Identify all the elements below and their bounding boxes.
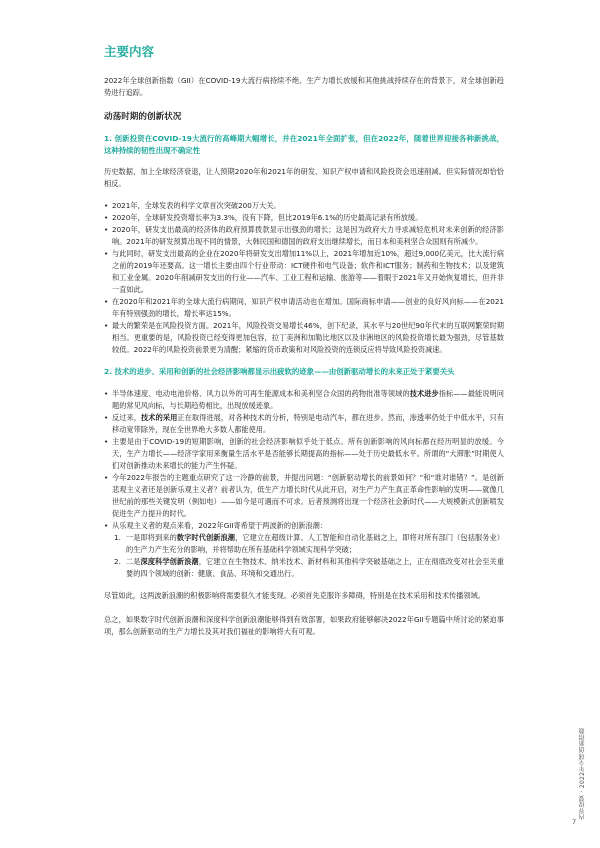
innovation-waves-list (112, 532, 504, 580)
page-number: 7 (572, 818, 577, 826)
list-item: • 今年2022年报告的主题重点研究了这一冷静的前景，并提出问题：“创新驱动增长的前景如何？”和“谁对谁错？”。是创新悲观主义者还是创新乐观主义者？前者认为，低生产力增长时代从此开启，对生产力产生真正革命性影响的发明——就像几世纪前的那些关键发明（例如电）——如今是可遇而不可求。后者预测将出现一个经济社会新时代——大规模新式创新喷发促进生产力提升的时代。 (104, 472, 504, 520)
section1-title: 动荡时期的创新状况 (104, 112, 182, 122)
running-side-label: 内容提要 · 2022年全球创新指数 (579, 727, 586, 820)
list-item: • 2021年，全球发表的科学文章首次突破200万大关。 (104, 200, 504, 212)
list-item: • 半导体速度、电动电池价格、风力以外的可再生能源成本和美利坚合众国的药物批准等领域的技术进步指标——最能说明问题的常见风向标，与长期趋势相比，出现放缓迹象。 (104, 388, 504, 412)
list-item: • 从乐观主义者的观点来看，2022年GII寄希望于两波新的创新浪潮： 1. 一是即将到来的数字时代创新浪潮，它建立在超级计算、人工智能和自动化基础之上，即将对所有部门（包括服务业）的生产力产生充分的影响，并将帮助在所有基础科学领域实现科学突破； 2. 二是深度科学创新浪潮，它建立在生物技术、纳米技术、新材料和其他科学突破基础之上，正在彻底改变对社会至关重要的四个领域的创新：健康、食品、环境和交通出行。 (104, 520, 504, 580)
section2-bullet-list (104, 388, 504, 580)
closing-paragraph-1: 尽管如此，这两波新浪潮的积极影响将需要很久才能变现。必须首先克服许多障碍，特别是在技术采用和技术传播领域。 (104, 590, 485, 600)
list-item: 1. 一是即将到来的数字时代创新浪潮，它建立在超级计算、人工智能和自动化基础之上，即将对所有部门（包括服务业）的生产力产生充分的影响，并将帮助在所有基础科学领域实现科学突破； (114, 532, 504, 554)
page-heading: 主要内容 (104, 44, 155, 59)
list-item: 2. 二是深度科学创新浪潮，它建立在生物技术、纳米技术、新材料和其他科学突破基础之上，正在彻底改变对社会至关重要的四个领域的创新：健康、食品、环境和交通出行。 (114, 556, 504, 578)
list-item: • 主要是由于COVID-19的短期影响，创新的社会经济影响似乎处于低点。所有创新影响的风向标都在经历明显的放缓。今天，生产力增长——经济学家用来衡量生活水平是否能够长期提高的指标——处于历史最低水平。所谓的“大滞胀”时期使人们对创新推动未来增长的能力产生怀疑。 (104, 436, 504, 472)
closing-paragraph-2: 总之，如果数字时代创新浪潮和深度科学创新浪潮能够得到有效部署，如果政府能够解决2022年GII专题篇中所讨论的紧迫事项，那么创新驱动的生产力增长及其对我们福祉的影响将大有可观。 (104, 614, 504, 636)
list-item: • 在2020年和2021年的全球大流行病期间，知识产权申请活动也在增加。国际商标申请——创业的良好风向标——在2021年有特别强劲的增长，增长率达15%。 (104, 296, 504, 320)
main-content (104, 44, 504, 638)
list-item: • 反过来，技术的采用正在取得进展，对各种技术的分析，特别是电动汽车，都在进步。然而，渗透率仍处于中低水平，只有移动宽带除外，现在全世界绝大多数人都能使用。 (104, 412, 504, 436)
point2-title: 2. 技术的进步、采用和创新的社会经济影响都显示出疲软的迹象——由创新驱动增长的未来正处于紧要关头 (104, 367, 455, 376)
list-item: • 与此同时，研发支出最高的企业在2020年将研发支出增加11%以上，2021年增加近10%，超过9,000亿美元，比大流行病之前的2019年还要高。这一增长主要由四个行业带动：ICT硬件和电气设备；软件和ICT服务；制药和生物技术；以及建筑和工业金属。2020年削减研发支出的行业——汽车、工业工程和运输、旅游等——着眼于2021年又开始恢复增长，但并非一直如此。 (104, 248, 504, 296)
section1-bullet-list (104, 200, 504, 356)
intro-paragraph: 2022年全球创新指数（GII）在COVID-19大流行病持续不绝、生产力增长放缓和其他挑战持续存在的背景下，对全球创新趋势进行追踪。 (104, 76, 504, 97)
point1-title: 1. 创新投资在COVID-19大流行的高峰期大幅增长，并在2021年全面扩张，但在2022年，随着世界迎接各种新挑战，这种持续的韧性出现不确定性 (104, 134, 504, 155)
list-item: • 2020年，研发支出最高的经济体的政府预算拨款显示出强劲的增长；这是因为政府大力寻求减轻危机对未来创新的经济影响。2021年的研发预算出现不同的情景，大韩民国和德国的政府支出继续增长，而日本和美利坚合众国则有所减少。 (104, 224, 504, 248)
list-item: • 最大的繁荣是在风险投资方面。2021年，风险投资交易增长46%，创下纪录，其水平与20世纪90年代末的互联网繁荣时期相当。更重要的是，风险投资已经变得更加包容，拉丁美洲和加勒比地区以及非洲地区的风险投资增长最为强劲，尽管基数较低。2022年的风险投资前景更为清醒；紧缩的货币政策和对风险投资的连锁反应将导致风险投资减速。 (104, 320, 504, 356)
history-paragraph: 历史数据，加上全球经济衰退，让人预期2020年和2021年的研发、知识产权申请和风险投资会迅速削减。但实际情况却恰恰相反。 (104, 167, 504, 188)
list-item: • 2020年，全球研发投资增长率为3.3%，没有下降，但比2019年6.1%的历史最高记录有所放缓。 (104, 212, 504, 224)
